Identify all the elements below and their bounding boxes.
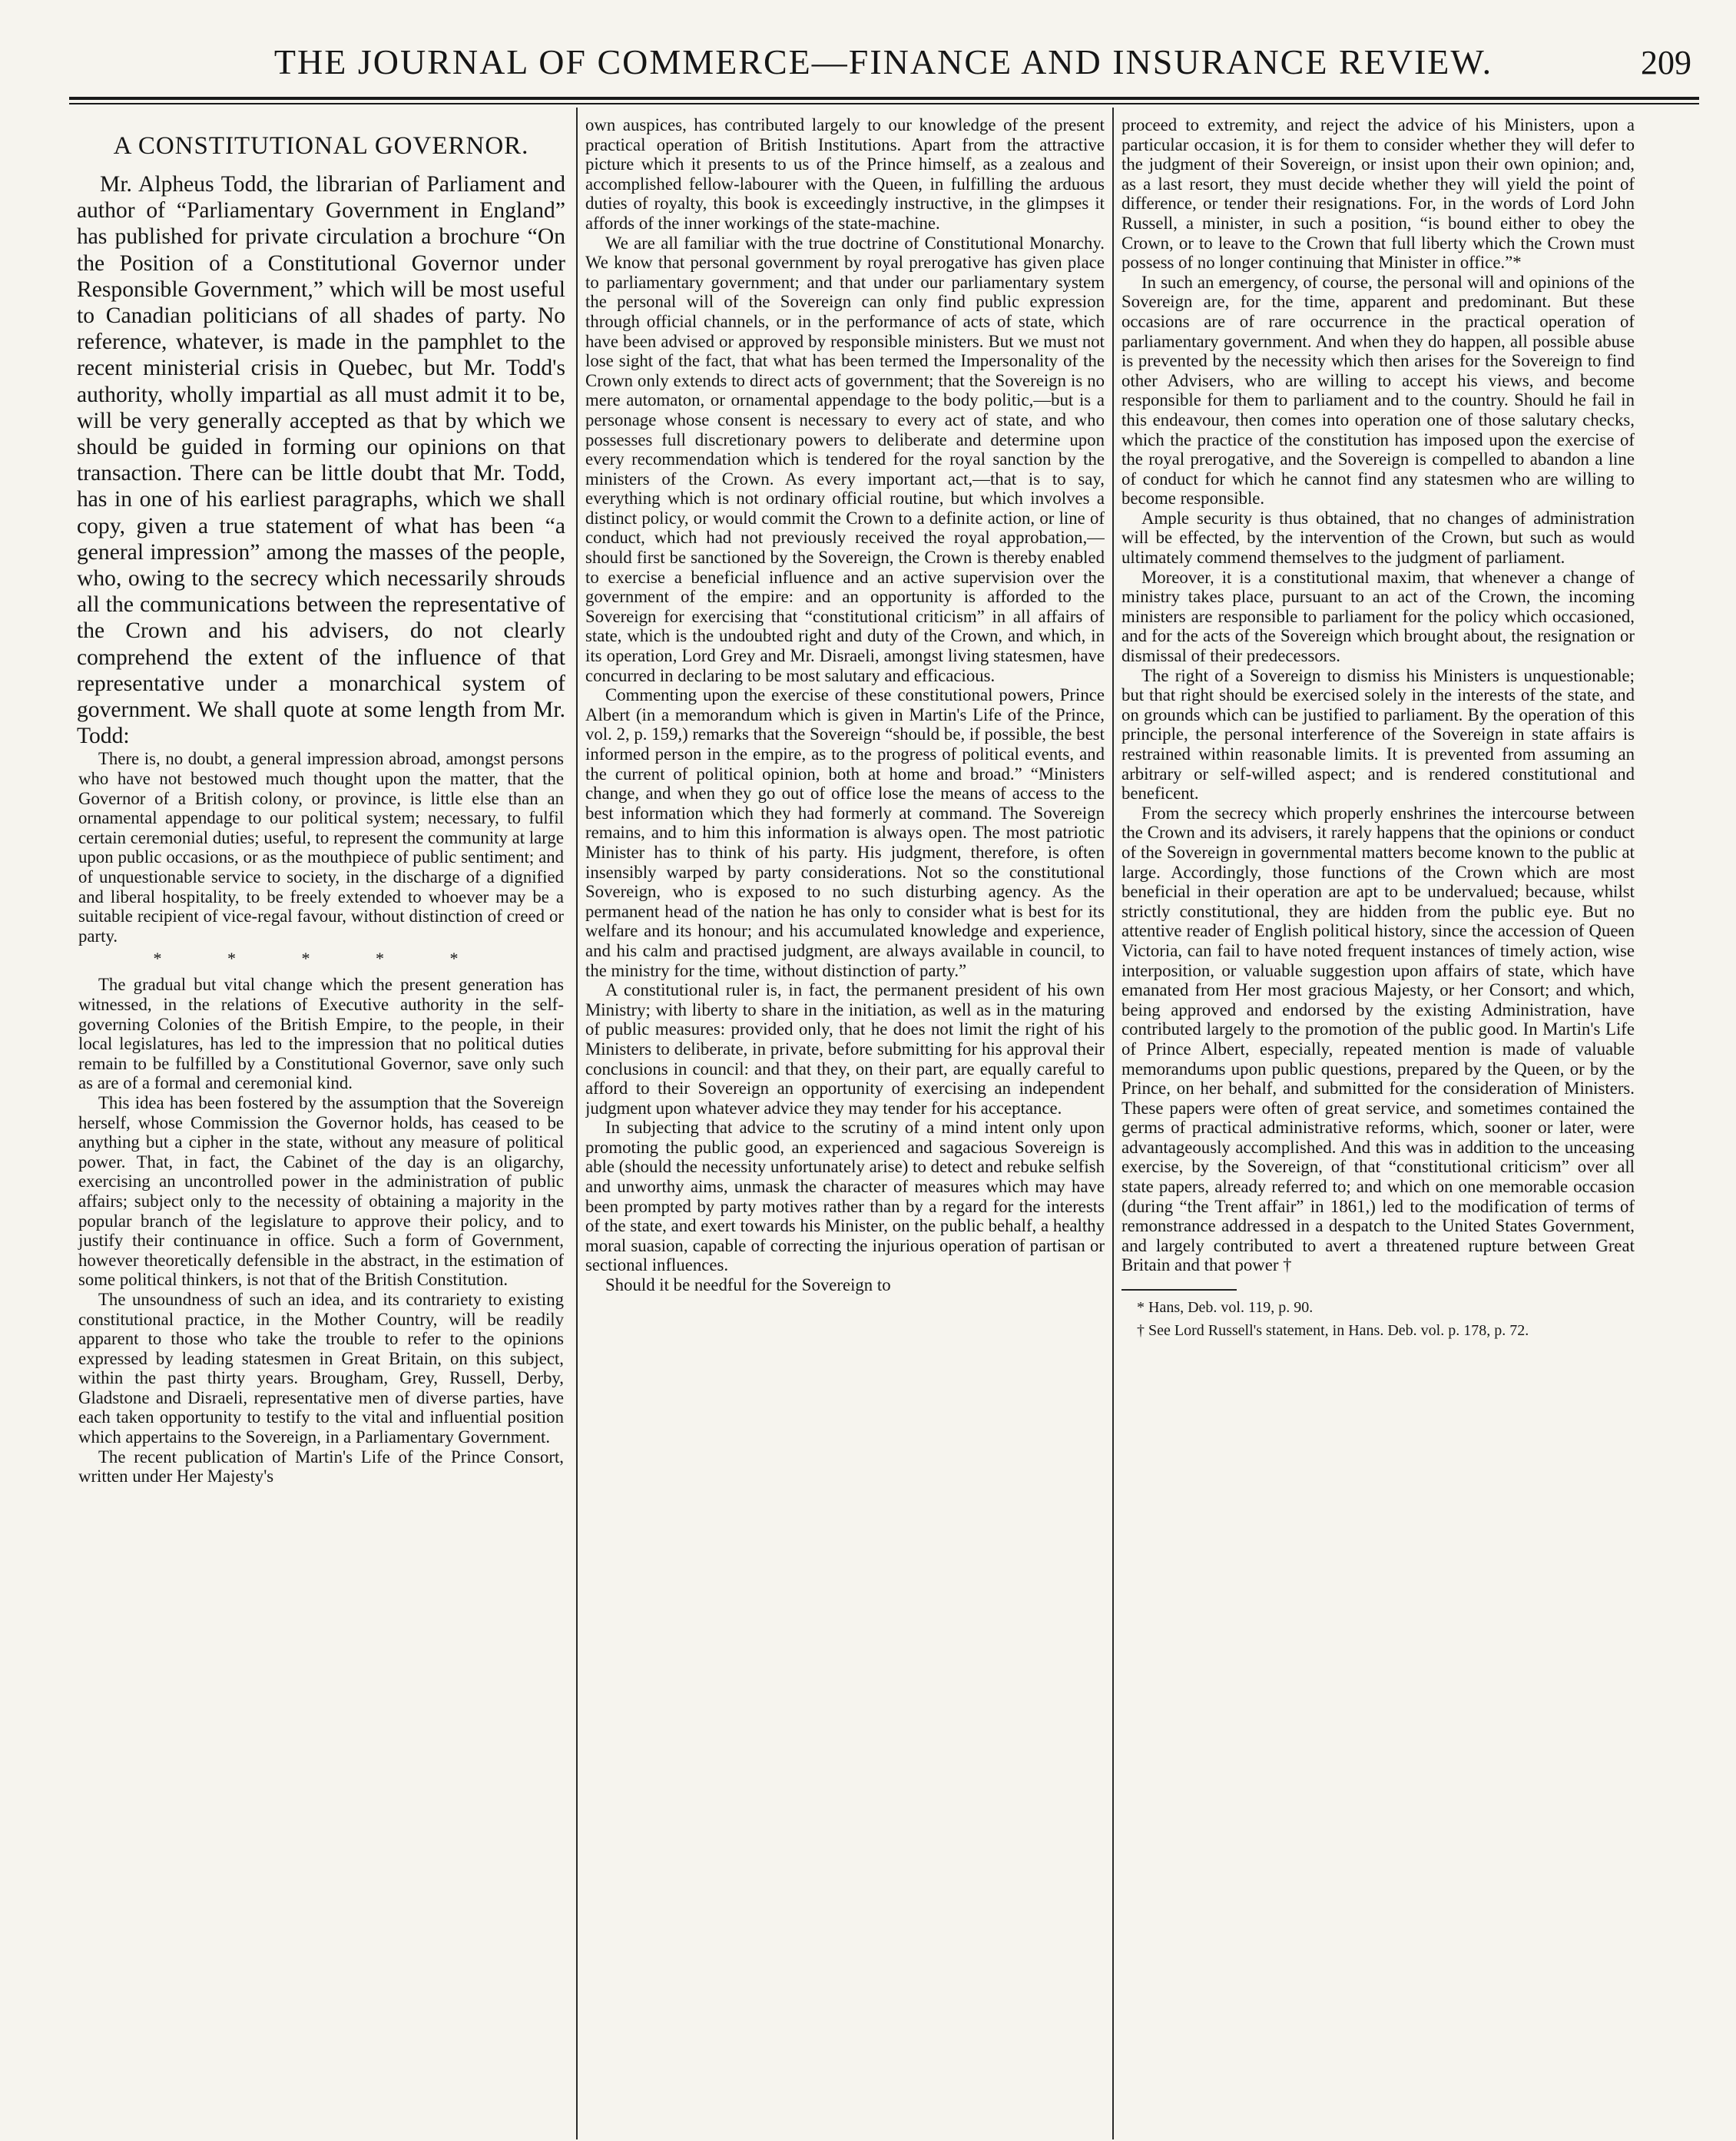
quote-paragraph: The gradual but vital change which the present generation has witnessed, in the relations of Executive authority in the self-governing Colonies of the British Empire, to the people, in their local legislatures, has led to the impression that no political duties remain to be fulfilled by a Constitutional Governor, save only such as are of a formal and ceremonial kind. xyxy=(78,975,564,1093)
footnote: * Hans, Deb. vol. 119, p. 90. xyxy=(1137,1299,1314,1317)
page-number: 209 xyxy=(1641,44,1691,81)
quote-paragraph: Moreover, it is a constitutional maxim, that whenever a change of ministry takes place, pursuant to an act of the Crown, the incoming ministers are responsible to parliament for the policy which occasioned, and for the acts of the Sovereign which brought about, the resignation or dismissal of their predecessors. xyxy=(1121,567,1635,666)
page-header xyxy=(69,41,1698,88)
column-divider xyxy=(576,108,578,2139)
quote-paragraph: Ample security is thus obtained, that no changes of administration will be effected, by the intervention of the Crown, but such as would ultimately commend themselves to the judgment of parliament. xyxy=(1121,508,1635,568)
quote-paragraph: A constitutional ruler is, in fact, the permanent president of his own Ministry; with liberty to share in the initiation, as well as in the maturing of public measures: provided only, that he does not limit the right of his Ministers to deliberate, in private, before submitting for his approval their conclusions in council: and that they, on their part, are equally careful to afford to their Sovereign an opportunity of exercising an independent judgment upon whatever advice they may tender for his acceptance. xyxy=(585,980,1105,1118)
header-rule-thin xyxy=(69,103,1699,104)
header-rule-thick xyxy=(69,97,1699,100)
column-1 xyxy=(77,115,565,2136)
footnote: † See Lord Russell's statement, in Hans. Deb. vol. p. 178, p. 72. xyxy=(1137,1322,1529,1340)
quote-paragraph: The unsoundness of such an idea, and its contrariety to existing constitutional practice, in the Mother Country, will be readily apparent to those who take the trouble to refer to the opinions expressed by leading statesmen in Great Britain, on this subject, within the past thirty years. Brougham, Grey, Russell, Derby, Gladstone and Disraeli, representative men of diverse parties, have each taken opportunity to testify to the vital and influential position which appertains to the Sovereign, in a Parliamentary Government. xyxy=(78,1289,564,1447)
quote-paragraph: The recent publication of Martin's Life of the Prince Consort, written under Her Majesty's xyxy=(78,1447,564,1486)
column-2 xyxy=(585,115,1105,2136)
quote-paragraph: We are all familiar with the true doctrine of Constitutional Monarchy. We know that personal government by royal prerogative has given place to parliamentary government; and that under our parliamentary system the personal will of the Sovereign can only find public expression through official channels, or in the performance of acts of state, which have been advised or approved by responsible ministers. But we must not lose sight of the fact, that what has been termed the Impersonality of the Crown only extends to direct acts of government; that the Sovereign is no mere automaton, or ornamental appendage to the body politic,—but is a personage whose consent is necessary to every act of state, and who possesses full discretionary powers to deliberate and determine upon every recommendation which is tendered for the royal sanction by the ministers of the Crown. As every important act,—that is to say, everything which is not ordinary official routine, but which involves a distinct policy, or would commit the Crown to a definite action, or line of conduct, which had not previously received the royal approbation,—should first be sanctioned by the Sovereign, the Crown is thereby enabled to exercise a beneficial influence and an active supervision over the government of the empire: and an opportunity is afforded to the Sovereign for exercising that “constitutional criticism” in all affairs of state, which is the undoubted right and duty of the Crown, and which, in its operation, Lord Grey and Mr. Disraeli, amongst living statesmen, have concurred in declaring to be most salutary and efficacious. xyxy=(585,233,1105,685)
quote-paragraph: own auspices, has contributed largely to our knowledge of the present practical operation of British Institutions. Apart from the attractive picture which it presents to us of the Prince himself, as a zealous and accomplished fellow-labourer with the Queen, in fulfilling the arduous duties of royalty, this book is exceedingly instructive, in the glimpses it affords of the inner workings of the state-machine. xyxy=(585,115,1105,233)
quote-paragraph: There is, no doubt, a general impression abroad, amongst persons who have not bestowed much thought upon the matter, that the Governor of a British colony, or province, is little else than an ornamental appendage to our political system; necessary, to fulfil certain ceremonial duties; useful, to represent the community at large upon public occasions, or as the mouthpiece of public sentiment; and of unquestionable service to society, in the discharge of a dignified and liberal hospitality, to be freely extended to whoever may be a suitable recipient of vice-regal favour, without distinction of creed or party. xyxy=(78,749,564,946)
quote-paragraph: Commenting upon the exercise of these constitutional powers, Prince Albert (in a memorandum which is given in Martin's Life of the Prince, vol. 2, p. 159,) remarks that the Sovereign “should be, if possible, the best informed person in the empire, as to the progress of political events, and the current of political opinion, both at home and broad.” “Ministers change, and when they go out of office lose the means of access to the best information which they had formerly at command. The Sovereign remains, and to him this information is always open. The most patriotic Minister has to think of his party. His judgment, therefore, is often insensibly warped by party considerations. Not so the constitutional Sovereign, who is exposed to no such disturbing agency. As the permanent head of the nation he has only to consider what is best for its welfare and its honour; and his accumulated knowledge and experience, and his calm and practised judgment, are always available in council, to the ministry for the time, without distinction of party.” xyxy=(585,685,1105,980)
article-lead-paragraph: Mr. Alpheus Todd, the librarian of Parliament and author of “Parliamentary Government in England” has published for private circulation a brochure “On the Position of a Constitutional Governor under Responsible Government,” which will be most useful to Canadian politicians of all shades of party. No reference, whatever, is made in the pamphlet to the recent ministerial crisis in Quebec, but Mr. Todd's authority, wholly impartial as all must admit it to be, will be very generally accepted as that by which we should be guided in forming our opinions on that transaction. There can be little doubt that Mr. Todd, has in one of his earliest paragraphs, which we shall copy, given a true statement of what has been “a general impression” among the masses of the people, who, owing to the secrecy which necessarily shrouds all the communications between the representative of the Crown and his advisers, do not clearly comprehend the extent of the influence of that representative under a monarchical system of government. We shall quote at some length from Mr. Todd: xyxy=(77,172,565,749)
quote-paragraph: This idea has been fostered by the assumption that the Sovereign herself, whose Commission the Governor holds, has ceased to be anything but a cipher in the state, without any measure of political power. That, in fact, the Cabinet of the day is an oligarchy, exercising an uncontrolled power in the administration of public affairs; subject only to the necessity of obtaining a majority in the popular branch of the legislature to approve their policy, and to justify their continuance in office. Such a form of Government, however theoretically defensible in the abstract, in the estimation of some political thinkers, is not that of the British Constitution. xyxy=(78,1092,564,1290)
quote-paragraph: In such an emergency, of course, the personal will and opinions of the Sovereign are, for the time, apparent and predominant. But these occasions are of rare occurrence in the practical operation of parliamentary government. And when they do happen, all possible abuse is prevented by the necessity which then arises for the Sovereign to find other Advisers, who are willing to accept his views, and become responsible for them to parliament and to the country. Should he fail in this endeavour, then comes into operation one of those salutary checks, which the practice of the constitution has imposed upon the exercise of the royal prerogative, and the Sovereign is compelled to abandon a line of conduct for which he cannot find any statesmen who are willing to become responsible. xyxy=(1121,272,1635,509)
quote-paragraph: The right of a Sovereign to dismiss his Ministers is unquestionable; but that right should be exercised solely in the interests of the state, and on grounds which can be justified to parliament. By the operation of this principle, the personal interference of the Sovereign in state affairs is restrained within reasonable limits. It is prevented from assuming an arbitrary or self-willed aspect; and is rendered constitutional and beneficent. xyxy=(1121,665,1635,804)
section-stars: * * * * * xyxy=(153,949,489,969)
quote-paragraph: Should it be needful for the Sovereign to xyxy=(605,1275,891,1295)
quote-paragraph: proceed to extremity, and reject the advice of his Ministers, upon a particular occasion, it is for them to consider whether they will defer to the judgment of their Sovereign, or insist upon their own opinion; and, as a last resort, they must decide whether they will yield the point of difference, or tender their resignations. For, in the words of Lord John Russell, a minister, in such a position, “is bound either to obey the Crown, or to leave to the Crown that full liberty which the Crown must possess of no longer continuing that Minister in office.”* xyxy=(1121,115,1635,273)
block-quote xyxy=(77,749,565,1486)
running-title: THE JOURNAL OF COMMERCE—FINANCE AND INSURANCE REVIEW. xyxy=(273,42,1493,81)
quote-paragraph: From the secrecy which properly enshrines the intercourse between the Crown and its advisers, it rarely happens that the opinions or conduct of the Sovereign in governmental matters become known to the public at large. Accordingly, those functions of the Crown which are most beneficial in their operation are apt to be undervalued; because, whilst strictly constitutional, they are hidden from the public eye. But no attentive reader of English political history, since the accession of Queen Victoria, can fail to have noted frequent instances of timely action, wise interposition, or valuable suggestion upon affairs of state, which have emanated from Her most gracious Majesty, or her Consort; and which, being approved and endorsed by the existing Administration, have contributed largely to the promotion of the public good. In Martin's Life of Prince Albert, especially, repeated mention is made of valuable memorandums upon public questions, prepared by the Queen, or by the Prince, on her behalf, and submitted for the consideration of Ministers. These papers were often of great service, and sometimes contained the germs of practical administrative reforms, which, sooner or later, were advantageously accomplished. And this was in addition to the unceasing exercise, by the Sovereign, of that “constitutional criticism” over all state papers, already referred to; and which on one memorable occasion (during “the Trent affair” in 1861,) led to the modification of terms of remonstrance addressed in a despatch to the United States Government, and largely contributed to avert a threatened rupture between Great Britain and that power † xyxy=(1121,803,1635,1275)
quote-paragraph: In subjecting that advice to the scrutiny of a mind intent only upon promoting the public good, an experienced and sagacious Sovereign is able (should the necessity unfortunately arise) to detect and rebuke selfish and unworthy aims, unmask the character of measures which may have been prompted by party motives rather than by a regard for the interests of the state, and exert towards his Minister, on the public behalf, a healthy moral suasion, capable of correcting the injurious operation of partisan or sectional influences. xyxy=(585,1118,1105,1275)
footnote-rule xyxy=(1121,1289,1237,1291)
column-3 xyxy=(1121,115,1635,2136)
article-title: A CONSTITUTIONAL GOVERNOR. xyxy=(113,132,529,160)
column-divider xyxy=(1112,108,1114,2139)
